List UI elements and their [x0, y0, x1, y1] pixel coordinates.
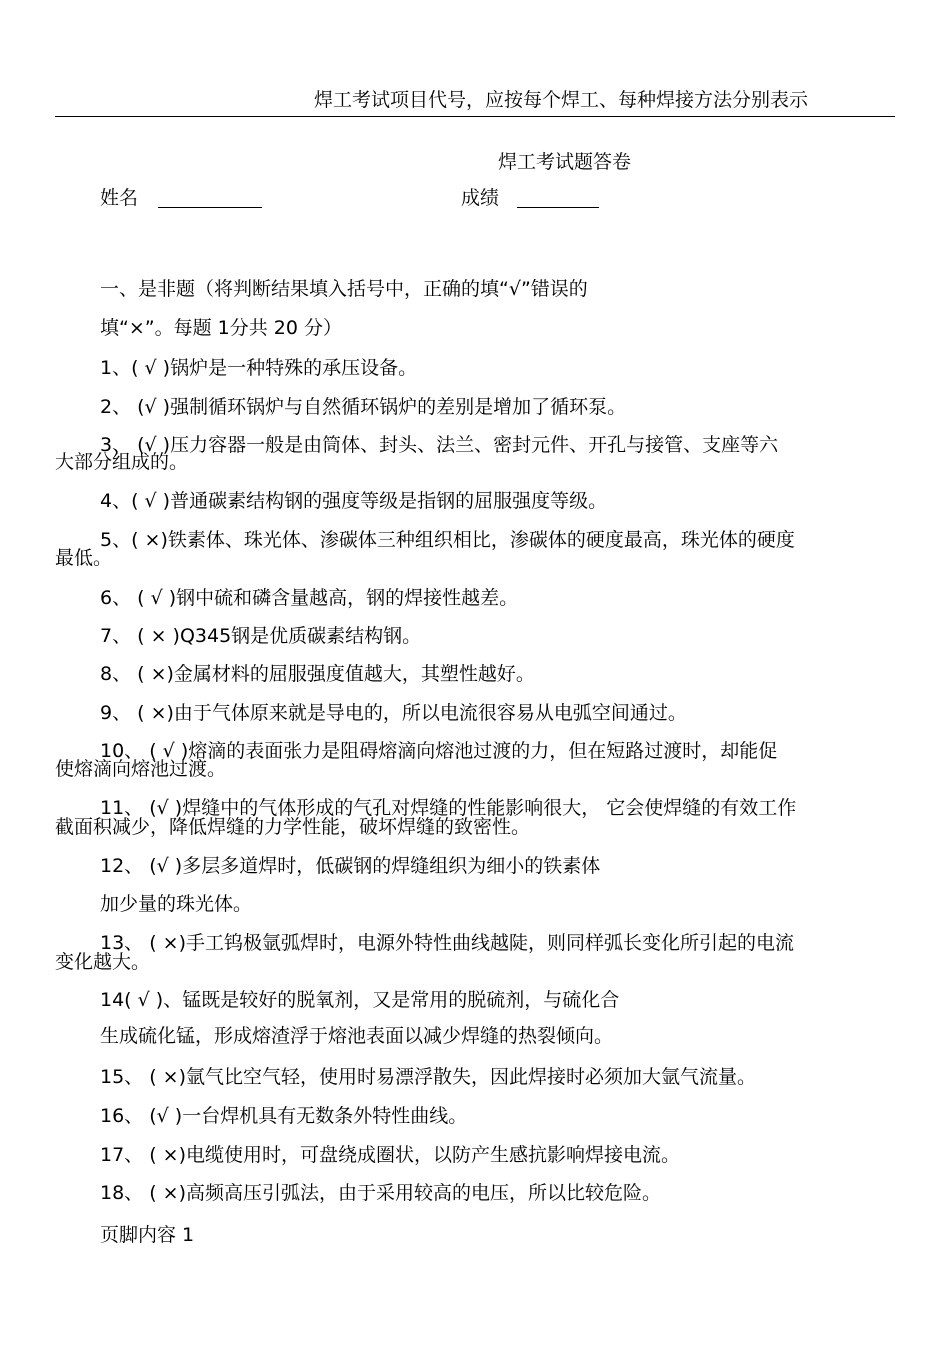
question-14-line2: 生成硫化锰，形成熔渣浮于熔池表面以减少焊缝的热裂倾向。 [100, 1025, 614, 1047]
question-1-line1: 1、( √ )锅炉是一种特殊的承压设备。 [100, 357, 418, 379]
name-blank[interactable] [158, 189, 262, 212]
page-footer: 页脚内容 1 [100, 1224, 195, 1246]
question-2-line1: 2、 (√ )强制循环锅炉与自然循环锅炉的差别是增加了循环泵。 [100, 396, 627, 418]
question-11-line1: 11、 (√ )焊缝中的气体形成的气孔对焊缝的性能影响很大， 它会使焊缝的有效工作 [100, 797, 797, 819]
section1-heading-line1: 一、是非题（将判断结果填入括号中，正确的填“√”错误的 [100, 278, 588, 300]
question-5-line1: 5、( ×)铁素体、珠光体、渗碳体三种组织相比，渗碳体的硬度最高，珠光体的硬度 [100, 529, 795, 551]
name-label: 姓名 [100, 187, 139, 209]
question-15-line1: 15、 ( ×)氩气比空气轻，使用时易漂浮散失，因此焊接时必须加大氩气流量。 [100, 1066, 757, 1088]
question-9-line1: 9、 ( ×)由于气体原来就是导电的，所以电流很容易从电弧空间通过。 [100, 702, 687, 724]
question-14-line1: 14( √ )、锰既是较好的脱氧剂，又是常用的脱硫剂，与硫化合 [100, 989, 620, 1011]
question-3-line2: 大部分组成的。 [55, 451, 189, 473]
question-13-line1: 13、 ( ×)手工钨极氩弧焊时，电源外特性曲线越陡，则同样弧长变化所引起的电流 [100, 932, 795, 954]
question-10-line2: 使熔滴向熔池过渡。 [55, 758, 227, 780]
score-label: 成绩 [461, 187, 500, 209]
question-10-line1: 10、 ( √ )熔滴的表面张力是阻碍熔滴向熔池过渡的力，但在短路过渡时，却能促 [100, 740, 778, 762]
question-12-line1: 12、 (√ )多层多道焊时，低碳钢的焊缝组织为细小的铁素体 [100, 855, 601, 877]
question-13-line2: 变化越大。 [55, 951, 151, 973]
section1-heading-line2: 填“×”。每题 1分共 20 分） [100, 317, 342, 339]
question-5-line2: 最低。 [55, 547, 113, 569]
question-4-line1: 4、( √ )普通碳素结构钢的强度等级是指钢的屈服强度等级。 [100, 490, 608, 512]
question-18-line1: 18、 ( ×)高频高压引弧法，由于采用较高的电压，所以比较危险。 [100, 1182, 662, 1204]
page-title: 焊工考试题答卷 [498, 151, 632, 173]
header-rule [55, 116, 895, 117]
question-3-line1: 3、 (√ )压力容器一般是由筒体、封头、法兰、密封元件、开孔与接管、支座等六 [100, 434, 779, 456]
question-17-line1: 17、 ( ×)电缆使用时，可盘绕成圈状，以防产生感抗影响焊接电流。 [100, 1144, 681, 1166]
question-8-line1: 8、 ( ×)金属材料的屈服强度值越大，其塑性越好。 [100, 663, 535, 685]
score-blank[interactable] [517, 189, 599, 212]
header-text: 焊工考试项目代号，应按每个焊工、每种焊接方法分别表示 [314, 89, 809, 111]
question-12-line2: 加少量的珠光体。 [100, 893, 253, 915]
question-11-line2: 截面积减少，降低焊缝的力学性能，破坏焊缝的致密性。 [55, 816, 531, 838]
question-6-line1: 6、 ( √ )钢中硫和磷含量越高，钢的焊接性越差。 [100, 587, 519, 609]
question-7-line1: 7、 ( × )Q345钢是优质碳素结构钢。 [100, 625, 422, 647]
question-16-line1: 16、 (√ )一台焊机具有无数条外特性曲线。 [100, 1105, 468, 1127]
